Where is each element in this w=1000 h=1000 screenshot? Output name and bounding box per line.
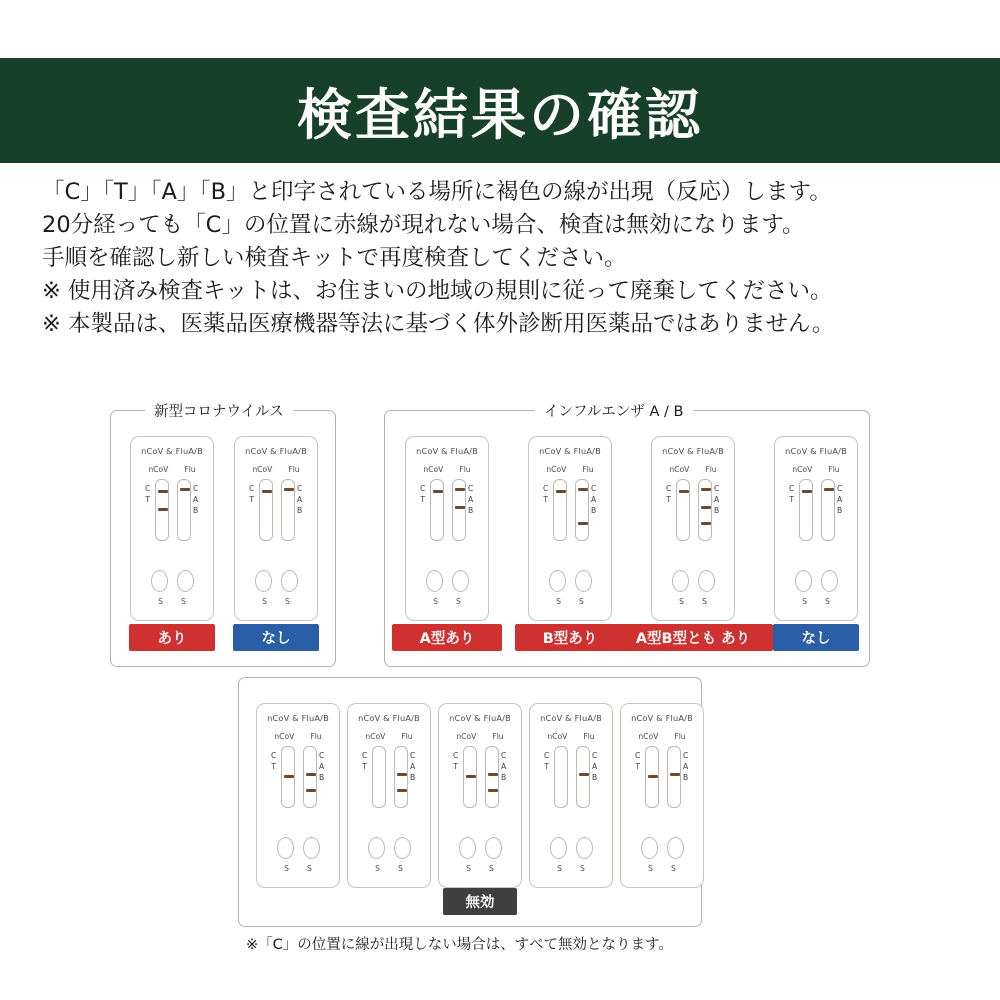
ncov-window-label: nCoV bbox=[274, 732, 295, 741]
window-labels bbox=[406, 465, 488, 474]
ncov-result-window bbox=[554, 746, 568, 808]
window-labels bbox=[235, 465, 317, 474]
flu-letter-column: C A B bbox=[592, 751, 598, 782]
cassette-flu-negative bbox=[774, 436, 858, 621]
cassette-invalid-1 bbox=[256, 703, 340, 888]
ncov-result-window bbox=[553, 479, 567, 541]
ncov-letter-column: C T bbox=[544, 751, 550, 771]
flu-window-label: Flu bbox=[674, 732, 686, 741]
intro-text bbox=[42, 176, 962, 341]
band-ncov-c bbox=[679, 490, 689, 493]
ncov-letter-column: C T bbox=[362, 751, 368, 771]
ncov-letter-column: C T bbox=[271, 751, 277, 771]
window-labels bbox=[131, 465, 213, 474]
cassette-title: nCoV & FluA/B bbox=[785, 446, 847, 456]
band-flu-c bbox=[455, 488, 465, 491]
window-labels bbox=[439, 732, 521, 741]
sample-well-letters: S S bbox=[679, 597, 707, 606]
flu-window-label: Flu bbox=[583, 732, 595, 741]
cassette-invalid-2 bbox=[347, 703, 431, 888]
ncov-result-window bbox=[463, 746, 477, 808]
ncov-letter-column: C T bbox=[543, 484, 549, 504]
ncov-letter-column: C T bbox=[420, 484, 426, 504]
ncov-window-label: nCoV bbox=[423, 465, 444, 474]
ncov-window-label: nCoV bbox=[669, 465, 690, 474]
flu-letter-column: C A B bbox=[501, 751, 507, 782]
flu-result-window bbox=[575, 479, 589, 541]
band-flu-a bbox=[455, 506, 465, 509]
band-flu-a bbox=[579, 773, 589, 776]
flu-window-label: Flu bbox=[288, 465, 300, 474]
flu-letter-column: C A B bbox=[468, 484, 474, 515]
flu-window-label: Flu bbox=[310, 732, 322, 741]
sample-well bbox=[576, 837, 593, 859]
ncov-letter-column: C T bbox=[453, 751, 459, 771]
sample-wells bbox=[652, 570, 734, 592]
window-labels bbox=[530, 732, 612, 741]
band-flu-c bbox=[180, 488, 190, 491]
flu-window-label: Flu bbox=[459, 465, 471, 474]
sample-well-letters: S S bbox=[433, 597, 461, 606]
ncov-window-label: nCoV bbox=[456, 732, 477, 741]
result-chip-covid-negative: なし bbox=[233, 624, 319, 651]
sample-well-letters: S S bbox=[375, 864, 403, 873]
cassette-flu-ab-positive bbox=[651, 436, 735, 621]
flu-result-window bbox=[303, 746, 317, 808]
cassette-covid-positive bbox=[130, 436, 214, 621]
band-flu-a bbox=[701, 506, 711, 509]
flu-result-window bbox=[281, 479, 295, 541]
cassette-covid-negative bbox=[234, 436, 318, 621]
band-flu-c bbox=[578, 488, 588, 491]
sample-well bbox=[795, 570, 812, 592]
flu-window-label: Flu bbox=[492, 732, 504, 741]
sample-well bbox=[575, 570, 592, 592]
sample-wells bbox=[529, 570, 611, 592]
sample-well bbox=[485, 837, 502, 859]
flu-window-label: Flu bbox=[582, 465, 594, 474]
window-labels bbox=[529, 465, 611, 474]
ncov-window-label: nCoV bbox=[252, 465, 273, 474]
ncov-window-label: nCoV bbox=[365, 732, 386, 741]
cassette-flu-a-positive bbox=[405, 436, 489, 621]
flu-letter-column: C A B bbox=[837, 484, 843, 515]
intro-line-3: 手順を確認し新しい検査キットで再度検査してください。 bbox=[42, 245, 627, 271]
sample-well-letters: S S bbox=[557, 864, 585, 873]
ncov-window-label: nCoV bbox=[792, 465, 813, 474]
band-flu-a bbox=[670, 773, 680, 776]
cassette-invalid-5 bbox=[620, 703, 704, 888]
sample-wells bbox=[235, 570, 317, 592]
sample-well bbox=[368, 837, 385, 859]
cassette-title: nCoV & FluA/B bbox=[540, 713, 602, 723]
band-flu-b bbox=[397, 789, 407, 792]
intro-line-5: ※ 本製品は、医薬品医療機器等法に基づく体外診断用医薬品ではありません。 bbox=[42, 311, 835, 337]
window-labels bbox=[348, 732, 430, 741]
flu-letter-column: C A B bbox=[193, 484, 199, 515]
ncov-window-label: nCoV bbox=[148, 465, 169, 474]
cassette-title: nCoV & FluA/B bbox=[141, 446, 203, 456]
sample-well-letters: S S bbox=[158, 597, 186, 606]
sample-well bbox=[698, 570, 715, 592]
ncov-letter-column: C T bbox=[145, 484, 151, 504]
cassette-title: nCoV & FluA/B bbox=[662, 446, 724, 456]
page-title: 検査結果の確認 bbox=[296, 83, 703, 147]
flu-result-window bbox=[667, 746, 681, 808]
flu-letter-column: C A B bbox=[591, 484, 597, 515]
ncov-letter-column: C T bbox=[789, 484, 795, 504]
group-covid-label: 新型コロナウイルス bbox=[145, 400, 293, 421]
window-labels bbox=[652, 465, 734, 474]
flu-result-window bbox=[177, 479, 191, 541]
ncov-result-window bbox=[281, 746, 295, 808]
band-ncov-t bbox=[158, 508, 168, 511]
sample-well bbox=[550, 837, 567, 859]
cassette-title: nCoV & FluA/B bbox=[539, 446, 601, 456]
cassette-title: nCoV & FluA/B bbox=[631, 713, 693, 723]
flu-letter-column: C A B bbox=[319, 751, 325, 782]
result-chip-flu-ab-positive: A型B型とも あり bbox=[613, 624, 773, 651]
sample-wells bbox=[131, 570, 213, 592]
intro-line-1: 「C」「T」「A」「B」と印字されている場所に褐色の線が出現（反応）します。 bbox=[42, 179, 832, 205]
flu-result-window bbox=[698, 479, 712, 541]
intro-line-4: ※ 使用済み検査キットは、お住まいの地域の規則に従って廃棄してください。 bbox=[42, 278, 833, 304]
ncov-result-window bbox=[372, 746, 386, 808]
sample-wells bbox=[621, 837, 703, 859]
sample-well-letters: S S bbox=[648, 864, 676, 873]
band-flu-c bbox=[824, 488, 834, 491]
intro-line-2: 20分経っても「C」の位置に赤線が現れない場合、検査は無効になります。 bbox=[42, 212, 805, 238]
ncov-letter-column: C T bbox=[249, 484, 255, 504]
band-flu-c bbox=[284, 488, 294, 491]
ncov-window-label: nCoV bbox=[547, 732, 568, 741]
cassette-title: nCoV & FluA/B bbox=[267, 713, 329, 723]
sample-well bbox=[303, 837, 320, 859]
sample-well-letters: S S bbox=[284, 864, 312, 873]
window-labels bbox=[621, 732, 703, 741]
sample-well bbox=[151, 570, 168, 592]
sample-well bbox=[394, 837, 411, 859]
flu-result-window bbox=[452, 479, 466, 541]
sample-well-letters: S S bbox=[466, 864, 494, 873]
ncov-result-window bbox=[259, 479, 273, 541]
flu-letter-column: C A B bbox=[714, 484, 720, 515]
sample-well bbox=[281, 570, 298, 592]
flu-window-label: Flu bbox=[705, 465, 717, 474]
flu-window-label: Flu bbox=[184, 465, 196, 474]
ncov-letter-column: C T bbox=[635, 751, 641, 771]
sample-well bbox=[821, 570, 838, 592]
ncov-result-window bbox=[155, 479, 169, 541]
sample-wells bbox=[775, 570, 857, 592]
sample-wells bbox=[406, 570, 488, 592]
sample-well bbox=[672, 570, 689, 592]
result-chip-covid-positive: あり bbox=[129, 624, 215, 651]
sample-well bbox=[452, 570, 469, 592]
ncov-window-label: nCoV bbox=[546, 465, 567, 474]
sample-wells bbox=[257, 837, 339, 859]
sample-well bbox=[459, 837, 476, 859]
band-flu-b bbox=[306, 789, 316, 792]
sample-well bbox=[549, 570, 566, 592]
flu-window-label: Flu bbox=[828, 465, 840, 474]
ncov-result-window bbox=[799, 479, 813, 541]
ncov-window-label: nCoV bbox=[638, 732, 659, 741]
cassette-title: nCoV & FluA/B bbox=[358, 713, 420, 723]
window-labels bbox=[257, 732, 339, 741]
flu-letter-column: C A B bbox=[410, 751, 416, 782]
ncov-result-window bbox=[430, 479, 444, 541]
flu-letter-column: C A B bbox=[683, 751, 689, 782]
cassette-invalid-4 bbox=[529, 703, 613, 888]
sample-wells bbox=[348, 837, 430, 859]
flu-window-label: Flu bbox=[401, 732, 413, 741]
sample-wells bbox=[439, 837, 521, 859]
band-ncov-t bbox=[284, 775, 294, 778]
group-influenza-label: インフルエンザ A / B bbox=[535, 400, 693, 421]
band-ncov-c bbox=[802, 490, 812, 493]
ncov-result-window bbox=[676, 479, 690, 541]
sample-well bbox=[255, 570, 272, 592]
band-ncov-t bbox=[466, 775, 476, 778]
sample-wells bbox=[530, 837, 612, 859]
cassette-flu-b-positive bbox=[528, 436, 612, 621]
cassette-title: nCoV & FluA/B bbox=[245, 446, 307, 456]
sample-well bbox=[277, 837, 294, 859]
invalid-footnote: ※「C」の位置に線が出現しない場合は、すべて無効となります。 bbox=[246, 937, 673, 953]
result-chip-flu-a-positive: A型あり bbox=[392, 624, 502, 651]
flu-result-window bbox=[576, 746, 590, 808]
band-ncov-t bbox=[648, 775, 658, 778]
sample-well-letters: S S bbox=[556, 597, 584, 606]
ncov-letter-column: C T bbox=[666, 484, 672, 504]
band-flu-a bbox=[488, 773, 498, 776]
band-flu-c bbox=[701, 488, 711, 491]
band-ncov-c bbox=[433, 490, 443, 493]
flu-letter-column: C A B bbox=[297, 484, 303, 515]
band-ncov-c bbox=[262, 490, 272, 493]
header-banner bbox=[0, 58, 1000, 163]
sample-well-letters: S S bbox=[262, 597, 290, 606]
band-flu-a bbox=[397, 773, 407, 776]
result-chip-flu-negative: なし bbox=[773, 624, 859, 651]
band-flu-b bbox=[701, 522, 711, 525]
band-ncov-c bbox=[158, 490, 168, 493]
result-chip-flu-b-positive: B型あり bbox=[515, 624, 625, 651]
sample-well bbox=[667, 837, 684, 859]
sample-well-letters: S S bbox=[802, 597, 830, 606]
flu-result-window bbox=[821, 479, 835, 541]
flu-result-window bbox=[485, 746, 499, 808]
cassette-invalid-3 bbox=[438, 703, 522, 888]
ncov-result-window bbox=[645, 746, 659, 808]
band-flu-b bbox=[488, 789, 498, 792]
result-chip-invalid-3: 無効 bbox=[443, 888, 517, 915]
sample-well bbox=[177, 570, 194, 592]
flu-result-window bbox=[394, 746, 408, 808]
sample-well bbox=[641, 837, 658, 859]
band-flu-a bbox=[306, 773, 316, 776]
window-labels bbox=[775, 465, 857, 474]
band-flu-b bbox=[578, 522, 588, 525]
cassette-title: nCoV & FluA/B bbox=[449, 713, 511, 723]
cassette-title: nCoV & FluA/B bbox=[416, 446, 478, 456]
sample-well bbox=[426, 570, 443, 592]
band-ncov-c bbox=[556, 490, 566, 493]
